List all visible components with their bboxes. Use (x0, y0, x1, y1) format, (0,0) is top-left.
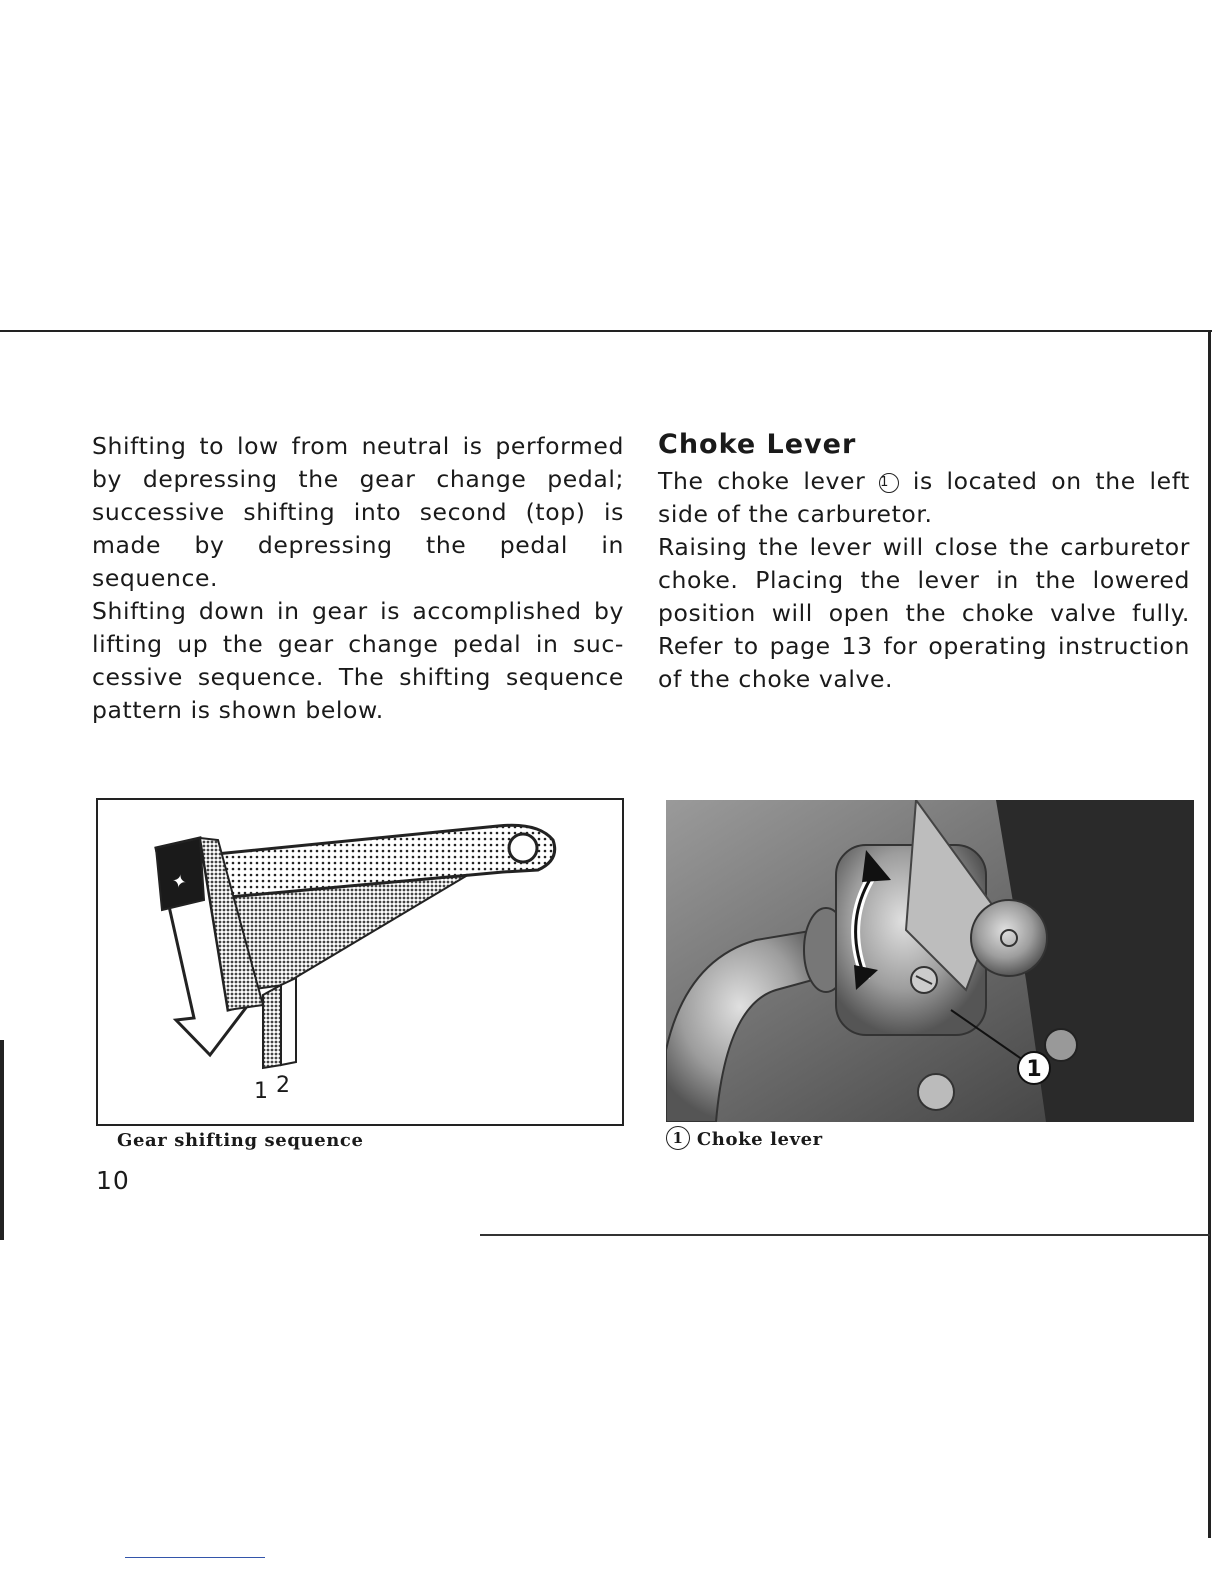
callout-number: 1 (1026, 1057, 1042, 1082)
right-rule (1208, 330, 1211, 1538)
text-line: Shifting to low from neutral is performed (92, 432, 624, 460)
gear-shift-caption: Gear shifting sequence (117, 1130, 364, 1151)
text-line (658, 465, 1190, 498)
caption-text: Choke lever (696, 1129, 823, 1150)
caption-callout-number: 1 (666, 1126, 690, 1150)
position-label-1: 1 (254, 1079, 268, 1104)
pedal-plate-2 (281, 978, 296, 1065)
text-line: Raising the lever will close the carburetor (658, 533, 1190, 561)
bottom-rule (480, 1234, 1210, 1236)
lever-shaft-hole (509, 834, 537, 862)
callout-number: 1 (879, 473, 899, 493)
text-line: lifting up the gear change pedal in suc- (92, 630, 624, 658)
text-line: made by depressing the pedal in sequence. (92, 531, 624, 592)
gear-shift-diagram (96, 798, 624, 1126)
carburetor-illustration (666, 800, 1194, 1122)
position-label-2: 2 (276, 1073, 290, 1098)
mount-bolt (1045, 1029, 1077, 1061)
text-line: cessive sequence. The shifting sequence (92, 663, 624, 691)
text-line: Shifting down in gear is accomplished by (92, 597, 624, 625)
left-rule (0, 1040, 4, 1240)
text-line: Refer to page 13 for operating instruction (658, 632, 1190, 660)
text-line: pattern is shown below. (92, 696, 384, 724)
choke-heading: Choke Lever (658, 429, 857, 460)
choke-pivot (971, 900, 1047, 976)
text-fragment: is located on the left (912, 467, 1190, 495)
text-line: by depressing the gear change pedal; (92, 465, 624, 493)
pedal-marking: ✦ (168, 871, 193, 891)
choke-lever-caption (666, 1126, 823, 1150)
footer-rule (125, 1557, 265, 1558)
text-fragment: The choke lever (658, 467, 866, 495)
drain-plug (918, 1074, 954, 1110)
shifting-paragraph (92, 430, 624, 727)
text-line: position will open the choke valve fully. (658, 599, 1190, 627)
text-line: side of the carburetor. (658, 500, 933, 528)
pedal-plate-1 (263, 985, 281, 1068)
top-rule (0, 330, 1212, 332)
text-line: choke. Placing the lever in the lowered (658, 566, 1190, 594)
choke-paragraph (658, 465, 1190, 696)
choke-section (658, 428, 1190, 696)
gear-pedal-illustration (98, 800, 622, 1124)
choke-lever-photo (666, 800, 1194, 1122)
text-line: of the choke valve. (658, 665, 894, 693)
page-number: 10 (96, 1166, 130, 1195)
text-line: successive shifting into second (top) is (92, 498, 624, 526)
